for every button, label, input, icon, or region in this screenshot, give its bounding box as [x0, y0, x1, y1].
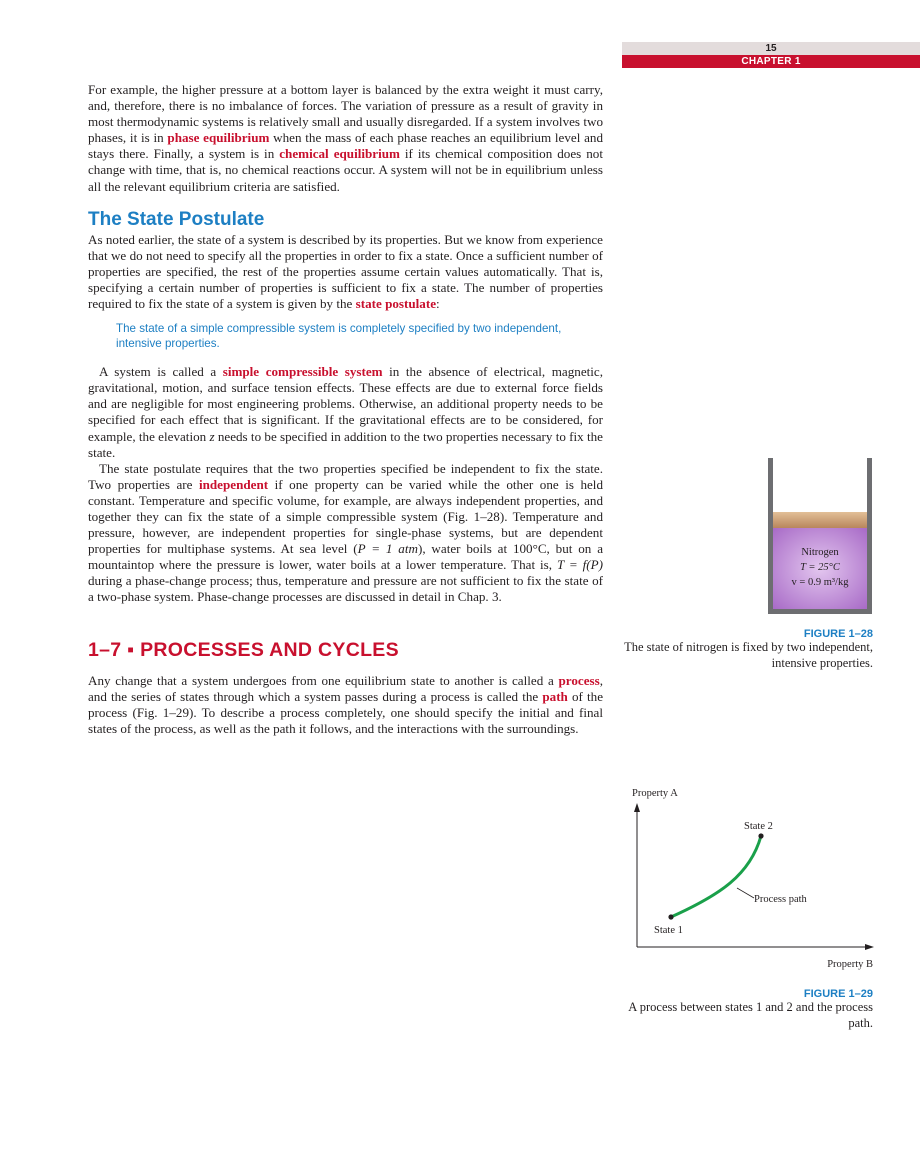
- variable-z: z: [209, 428, 215, 444]
- paragraph-equilibrium: [88, 82, 603, 195]
- cylinder-bottom-wall: [768, 609, 872, 614]
- figure-caption-text: The state of nitrogen is fixed by two independent, intensive properties.: [624, 640, 873, 670]
- text: ), water boils at 100°C, but on a mountaintop where the pressure is lower, water boils at a lower temperature. That is,: [88, 541, 604, 573]
- section-heading: The State Postulate: [88, 208, 265, 230]
- keyword-phase-equilibrium: phase equilibrium: [167, 130, 270, 146]
- cylinder-left-wall: [768, 458, 773, 614]
- cylinder-right-wall: [867, 458, 872, 614]
- text: The state postulate requires that the two properties specified be independent to fix the state. Two properties are: [88, 460, 603, 492]
- paragraph-independent: [88, 461, 603, 606]
- equation-pressure: P = 1 atm: [357, 541, 418, 557]
- keyword-chemical-equilibrium: chemical equilibrium: [279, 146, 400, 162]
- process-path-curve: [671, 836, 761, 917]
- y-axis-arrow-icon: [634, 803, 640, 812]
- x-axis-arrow-icon: [865, 944, 874, 950]
- chapter-label: CHAPTER 1: [622, 55, 920, 68]
- text: when the mass of each phase reaches an equilibrium level and stays there. Finally, a system is in: [88, 130, 603, 162]
- text: As noted earlier, the state of a system is described by its properties. But we know from experience that we do not need to specify all the properties in order to fix a state. Once a sufficient number of properties are specified, the rest of the properties assume certain values automatically. That is, specifying a certain number of properties is sufficient to fix a state. The number of properties required to fix the state of a system is given by the: [88, 231, 603, 312]
- state-1-point: [668, 914, 673, 919]
- figure-1-28-piston-cylinder: [766, 456, 874, 616]
- state-1-label: State 1: [654, 925, 683, 936]
- keyword-state-postulate: state postulate: [355, 296, 437, 312]
- text: A system is called a: [99, 364, 223, 380]
- figure-1-29-process-diagram: [630, 785, 880, 970]
- keyword-independent: independent: [198, 476, 269, 492]
- process-path-label: Process path: [754, 894, 807, 905]
- equation-t-of-p: T = f(P): [556, 557, 603, 573]
- text: :: [436, 296, 440, 312]
- text: of the process (Fig. 1–29). To describe a process completely, one should specify the initial and final states of the process, as well as the path it follows, and the interactions with the surroundings.: [88, 688, 603, 736]
- main-column: [88, 82, 603, 737]
- x-axis-label: Property B: [827, 959, 873, 970]
- figure-label: FIGURE 1–29: [803, 988, 873, 1000]
- gas-temperature-label: T = 25°C: [800, 562, 840, 573]
- text: if its chemical composition does not change with time, that is, no chemical reactions occur. A system will not be in equilibrium unless all the relevant equilibrium criteria are satisfied.: [88, 146, 603, 194]
- figure-label: FIGURE 1–28: [803, 628, 873, 640]
- text: during a phase-change process; thus, temperature and pressure are not sufficient to fix the state of a two-phase system. Phase-change processes are discussed in detail in Chap. 3.: [88, 573, 603, 605]
- paragraph-state-postulate: [88, 232, 603, 312]
- figure-1-29-caption: [622, 988, 873, 1031]
- state-2-label: State 2: [744, 821, 773, 832]
- keyword-process: process: [558, 672, 600, 688]
- postulate-statement: The state of a simple compressible system is completely specified by two independent, intensive properties.: [116, 322, 562, 350]
- text: Any change that a system undergoes from one equilibrium state to another is called a: [88, 672, 559, 688]
- paragraph-process: [88, 673, 603, 737]
- chapter-section-heading: 1–7 ▪ PROCESSES AND CYCLES: [88, 638, 399, 661]
- gas-volume-label: v = 0.9 m³/kg: [791, 577, 849, 588]
- page-header: [622, 42, 920, 68]
- text: , and the series of states through which a system passes during a process is called the: [88, 672, 603, 704]
- figure-caption-text: A process between states 1 and 2 and the process path.: [628, 1000, 873, 1030]
- piston: [773, 512, 867, 528]
- path-label-leader: [737, 888, 754, 898]
- gas-name-label: Nitrogen: [801, 547, 839, 558]
- page-number: 15: [622, 42, 920, 55]
- paragraph-simple-compressible: [88, 364, 603, 461]
- keyword-simple-compressible-system: simple compressible system: [222, 364, 383, 380]
- text: if one property can be varied while the other one is held constant. Temperature and specific volume, for example, are always independent properties, and together they can fix the state of a simple compressible system (Fig. 1–28). Temperature and pressure, however, are independent properties for single-phase systems, but are dependent properties for multiphase systems. At sea level (: [88, 476, 603, 557]
- y-axis-label: Property A: [632, 788, 678, 799]
- keyword-path: path: [542, 688, 568, 704]
- text: needs to be specified in addition to the two properties necessary to fix the state.: [88, 428, 603, 460]
- state-2-point: [758, 833, 763, 838]
- text: For example, the higher pressure at a bottom layer is balanced by the extra weight it must carry, and, therefore, there is no imbalance of forces. The variation of pressure as a result of gravity in most thermodynamic systems is relatively small and usually disregarded. If a system involves two phases, it is in: [88, 82, 603, 146]
- text: in the absence of electrical, magnetic, gravitational, motion, and surface tension effects. These effects are due to external force fields and are negligible for most engineering problems. Otherwise, an additional property needs to be specified for each effect that is significant. If the gravitational effects are to be considered, for example, the elevation: [88, 364, 604, 444]
- figure-1-28-caption: [622, 628, 873, 671]
